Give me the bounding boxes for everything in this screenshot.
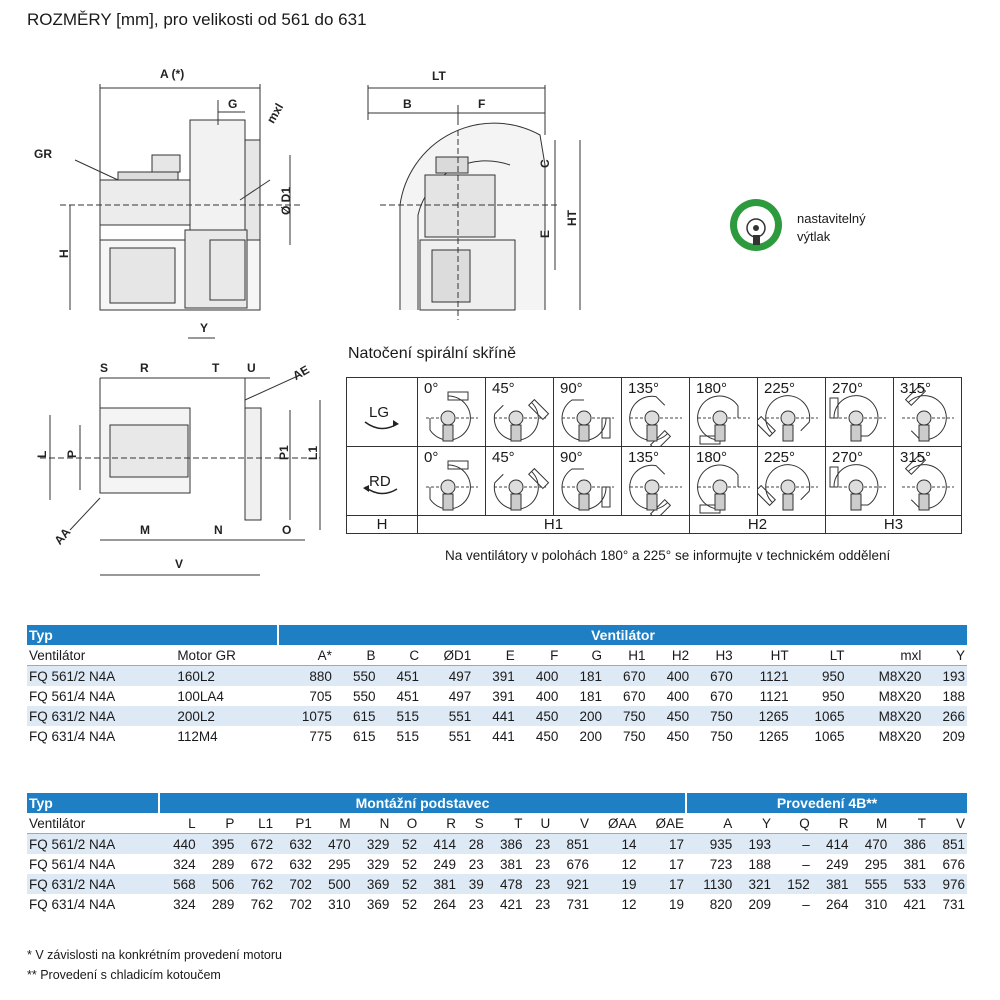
table-cell: 12 [621,896,637,912]
column-header: P [198,813,237,834]
rotation-h: H [347,516,418,534]
table-cell: 200L2 [175,706,278,726]
rotation-cell-rd-135: 135° [622,447,690,516]
rotation-cell-rd-315: 315° [894,447,962,516]
table-cell: 381 [499,856,523,872]
column-header: E [473,645,517,666]
rotation-label-rd: RD [347,447,418,516]
table-cell: 52 [402,896,418,912]
rotation-table [346,377,962,534]
table-cell: 921 [552,874,591,894]
rotation-cell-lg-135: 135° [622,378,690,447]
dim-AE: AE [290,362,312,383]
table2-group2: Provedení 4B** [686,793,967,813]
table-cell: 750 [691,706,735,726]
table-cell: 17 [639,874,687,894]
dim-T: T [212,361,220,375]
table-cell: 324 [173,856,196,872]
dim-HT: HT [565,210,579,226]
table-cell: 200 [560,706,604,726]
table-cell: 731 [942,896,965,912]
table-cell: 441 [492,728,515,744]
column-header: V [552,813,591,834]
dim-U: U [247,361,256,375]
adjustable-outlet-icon [726,195,786,255]
table-cell: 249 [826,856,849,872]
adjustable-line2: výtlak [797,229,831,244]
dim-mxl: mxl [263,100,287,126]
column-header: B [334,645,378,666]
column-header: N [353,813,392,834]
table-cell: FQ 561/2 N4A [27,834,159,855]
table-cell: 851 [928,834,967,855]
rotation-h1: H1 [418,516,690,534]
column-header: A* [278,645,334,666]
table-cell: 193 [734,834,773,855]
table-row [27,834,967,855]
column-header: O [391,813,419,834]
table-cell: 615 [352,728,376,744]
dim-GR: GR [34,147,52,161]
dim-LT: LT [432,69,446,83]
dim-G: G [228,97,238,111]
table-cell: M8X20 [847,666,924,687]
table-cell: 750 [623,728,646,744]
table-cell: 329 [353,834,392,855]
dim-S: S [100,361,109,375]
table-cell: 386 [889,834,928,855]
table-cell: 506 [198,874,237,894]
column-header: T [889,813,928,834]
rotation-cell-lg-45: 45° [486,378,554,447]
table-cell: 451 [377,666,421,687]
table-cell: 478 [486,874,525,894]
dim-V: V [175,557,184,571]
column-header: M [851,813,890,834]
table-cell: M8X20 [878,728,922,744]
table-cell: 181 [560,666,604,687]
table-cell: 19 [591,874,639,894]
table-cell: 395 [198,834,237,855]
table-cell: 329 [366,856,390,872]
table-cell: 112M4 [177,728,218,744]
table-cell: 289 [211,896,235,912]
column-header: A [686,813,734,834]
table-cell: 550 [352,688,376,704]
table-cell: 851 [552,834,591,855]
footnote-2: ** Provedení s chladicím kotoučem [27,968,221,982]
table-cell: 17 [669,856,685,872]
column-header: ØD1 [421,645,473,666]
table-cell: 1265 [735,706,791,726]
dim-F: F [478,97,486,111]
table-cell: 209 [748,896,772,912]
column-header: R [812,813,851,834]
table-row [27,874,967,894]
table-cell: FQ 631/4 N4A [29,896,116,912]
table-cell: 820 [709,896,733,912]
table2-typ: Typ [27,793,159,813]
table-cell: 762 [250,896,274,912]
table-cell: 421 [499,896,523,912]
table-cell: 193 [923,666,967,687]
table-cell: 52 [402,856,418,872]
adjustable-line1: nastavitelný [797,211,866,226]
table-cell: 615 [334,706,378,726]
column-header: Motor GR [175,645,278,666]
table-cell: FQ 561/4 N4A [29,688,116,704]
table-cell: 500 [314,874,353,894]
table-cell: 391 [492,688,515,704]
table-cell: 1121 [735,666,791,687]
column-header: Y [734,813,773,834]
table-cell: 702 [289,896,312,912]
table-cell: – [802,856,810,872]
table-cell: 414 [812,834,851,855]
table1-typ: Typ [27,625,278,645]
dim-M: M [140,523,150,537]
table-cell: 632 [275,834,314,855]
table-row [27,686,967,706]
column-header: Ventilátor [27,813,159,834]
rotation-h2: H2 [690,516,826,534]
column-header: Ventilátor [27,645,175,666]
table1-header-row [27,625,967,645]
table2-header-row [27,793,967,813]
table-cell: 440 [159,834,198,855]
table-cell: 152 [773,874,812,894]
dim-P: P [65,449,79,458]
table-cell: 160L2 [175,666,278,687]
table-cell: 551 [421,706,473,726]
table2-column-row [27,813,967,834]
table-cell: 1075 [278,706,334,726]
table-cell: 450 [648,706,692,726]
table-cell: 400 [666,688,690,704]
fan-dimensions-table [27,625,967,746]
table-cell: 515 [396,728,420,744]
column-header: S [458,813,486,834]
rotation-cell-lg-180: 180° [690,378,758,447]
table-cell: 188 [748,856,772,872]
rotation-label-lg: LG [347,378,418,447]
table-cell: 976 [928,874,967,894]
table-cell: 188 [942,688,965,704]
table-cell: 100LA4 [177,688,224,704]
table-cell: 672 [236,834,275,855]
rotation-row-lg [347,378,962,447]
column-header: U [525,813,553,834]
table-row [27,854,967,874]
column-header: L [159,813,198,834]
dim-D1: Ø D1 [279,186,293,215]
base-dimensions-table [27,793,967,914]
table-cell: 23 [525,834,553,855]
adjustable-outlet-label [797,210,866,246]
table-cell: 950 [791,666,847,687]
rotation-cell-lg-0: 0° [418,378,486,447]
rotation-cell-lg-225: 225° [758,378,826,447]
table-cell: 23 [468,856,484,872]
table-cell: 1065 [791,706,847,726]
table-cell: 264 [433,896,456,912]
table-cell: 880 [278,666,334,687]
table-cell: 702 [275,874,314,894]
table-cell: 450 [535,728,559,744]
table-cell: 450 [666,728,690,744]
dim-P1: P1 [277,445,291,460]
table-cell: 497 [448,688,472,704]
dim-B: B [403,97,412,111]
table-cell: 470 [314,834,353,855]
table-cell: 39 [458,874,486,894]
page-title: ROZMĚRY [mm], pro velikosti od 561 do 631 [27,10,367,29]
dim-N: N [214,523,223,537]
table-cell: 935 [686,834,734,855]
table-cell: 400 [535,688,559,704]
table1-column-row [27,645,967,666]
rotation-cell-rd-270: 270° [826,447,894,516]
rotation-cell-rd-0: 0° [418,447,486,516]
table-cell: 670 [710,688,733,704]
table-row [27,666,967,687]
table-cell: 17 [639,834,687,855]
table-cell: 200 [579,728,602,744]
footnote-1: * V závislosti na konkrétním provedení motoru [27,948,282,962]
table-cell: 12 [621,856,637,872]
table-row [27,706,967,726]
rotation-title: Natočení spirální skříně [348,345,517,362]
table-cell: FQ 631/2 N4A [27,874,159,894]
column-header: H1 [604,645,648,666]
table-cell: 289 [211,856,235,872]
table-cell: 19 [669,896,685,912]
rotation-row-rd [347,447,962,516]
table-cell: 414 [419,834,458,855]
table-cell: 470 [851,834,890,855]
table-cell: 632 [289,856,312,872]
dim-R: R [140,361,149,375]
column-header: Q [773,813,812,834]
rotation-note: Na ventilátory v polohách 180° a 225° se informujte v technickém oddělení [445,548,891,563]
table-cell: 723 [709,856,733,872]
column-header: H3 [691,645,735,666]
table-cell: 705 [309,688,332,704]
table-cell: – [802,896,810,912]
table-cell: 676 [942,856,965,872]
table-cell: 450 [517,706,561,726]
column-header: V [928,813,967,834]
rotation-cell-rd-180: 180° [690,447,758,516]
table-cell: 310 [328,896,351,912]
table-cell: 1121 [759,688,789,704]
column-header: C [377,645,421,666]
table-cell: 23 [525,874,553,894]
rotation-cell-rd-90: 90° [554,447,622,516]
column-header: ØAA [591,813,639,834]
table-cell: 381 [419,874,458,894]
table-cell: 551 [448,728,472,744]
column-header: L1 [236,813,275,834]
rotation-cell-lg-90: 90° [554,378,622,447]
table-cell: 400 [517,666,561,687]
table-cell: 310 [864,896,888,912]
table-cell: 568 [159,874,198,894]
table-cell: 515 [377,706,421,726]
table-cell: 750 [604,706,648,726]
table-cell: 391 [473,666,517,687]
cw-arrow-icon [363,483,403,497]
table-cell: 1265 [758,728,789,744]
table-cell: 369 [366,896,390,912]
table-cell: 1065 [814,728,845,744]
table-cell: 533 [889,874,928,894]
table-cell: – [773,834,812,855]
table-cell: 441 [473,706,517,726]
table-cell: 381 [812,874,851,894]
table-cell: 324 [173,896,196,912]
table-cell: 676 [566,856,590,872]
table-cell: 295 [328,856,351,872]
table-cell: 497 [421,666,473,687]
table-cell: 264 [826,896,849,912]
rotation-cell-rd-45: 45° [486,447,554,516]
dim-L1: L1 [306,445,320,460]
dim-C: C [538,159,552,168]
column-header: Y [923,645,967,666]
table-cell: FQ 631/2 N4A [27,706,175,726]
table-cell: 249 [433,856,456,872]
table-cell: 321 [734,874,773,894]
table1-group: Ventilátor [278,625,967,645]
table-cell: 550 [334,666,378,687]
table-cell: FQ 561/4 N4A [29,856,116,872]
table-cell: 670 [623,688,646,704]
table-cell: 23 [535,856,551,872]
table-cell: 28 [458,834,486,855]
dim-O: O [282,523,292,537]
dim-Y: Y [200,321,209,335]
table-cell: 672 [250,856,274,872]
column-header: LT [791,645,847,666]
table2-group1: Montážní podstavec [159,793,686,813]
column-header: HT [735,645,791,666]
table-cell: 1130 [686,874,734,894]
table-cell: FQ 631/4 N4A [29,728,116,744]
table-cell: 52 [391,874,419,894]
table-cell: 400 [648,666,692,687]
table-cell: 451 [396,688,420,704]
rotation-cell-rd-225: 225° [758,447,826,516]
table-cell: 670 [604,666,648,687]
column-header: T [486,813,525,834]
table-cell: 295 [864,856,888,872]
table-cell: 209 [942,728,965,744]
table-cell: 386 [486,834,525,855]
table-cell: 670 [691,666,735,687]
rotation-cell-lg-270: 270° [826,378,894,447]
dim-AA: AA [51,525,74,548]
ccw-arrow-icon [363,418,403,432]
table-cell: 381 [903,856,927,872]
dim-L: L [35,450,49,458]
table-cell: 181 [579,688,602,704]
dim-A: A (*) [160,67,185,81]
table-cell: 266 [923,706,967,726]
table-cell: 23 [535,896,551,912]
rotation-h3: H3 [826,516,962,534]
column-header: M [314,813,353,834]
table-row [27,726,967,746]
column-header: R [419,813,458,834]
table-cell: 52 [391,834,419,855]
table-cell: 731 [566,896,590,912]
table-row [27,894,967,914]
table-cell: 14 [591,834,639,855]
table-cell: 775 [309,728,332,744]
table-cell: 23 [468,896,484,912]
table-cell: 762 [236,874,275,894]
table-cell: 750 [710,728,733,744]
table-cell: FQ 561/2 N4A [27,666,175,687]
dim-E: E [538,229,552,238]
column-header: P1 [275,813,314,834]
table-cell: 421 [903,896,927,912]
table-cell: 369 [353,874,392,894]
dim-H: H [57,249,71,258]
table-cell: M8X20 [847,706,924,726]
table-cell: 555 [851,874,890,894]
column-header: H2 [648,645,692,666]
rotation-cell-lg-315: 315° [894,378,962,447]
column-header: G [560,645,604,666]
column-header: F [517,645,561,666]
column-header: ØAE [639,813,687,834]
table-cell: 950 [822,688,845,704]
rotation-height-row [347,516,962,534]
column-header: mxl [847,645,924,666]
table-cell: M8X20 [878,688,922,704]
